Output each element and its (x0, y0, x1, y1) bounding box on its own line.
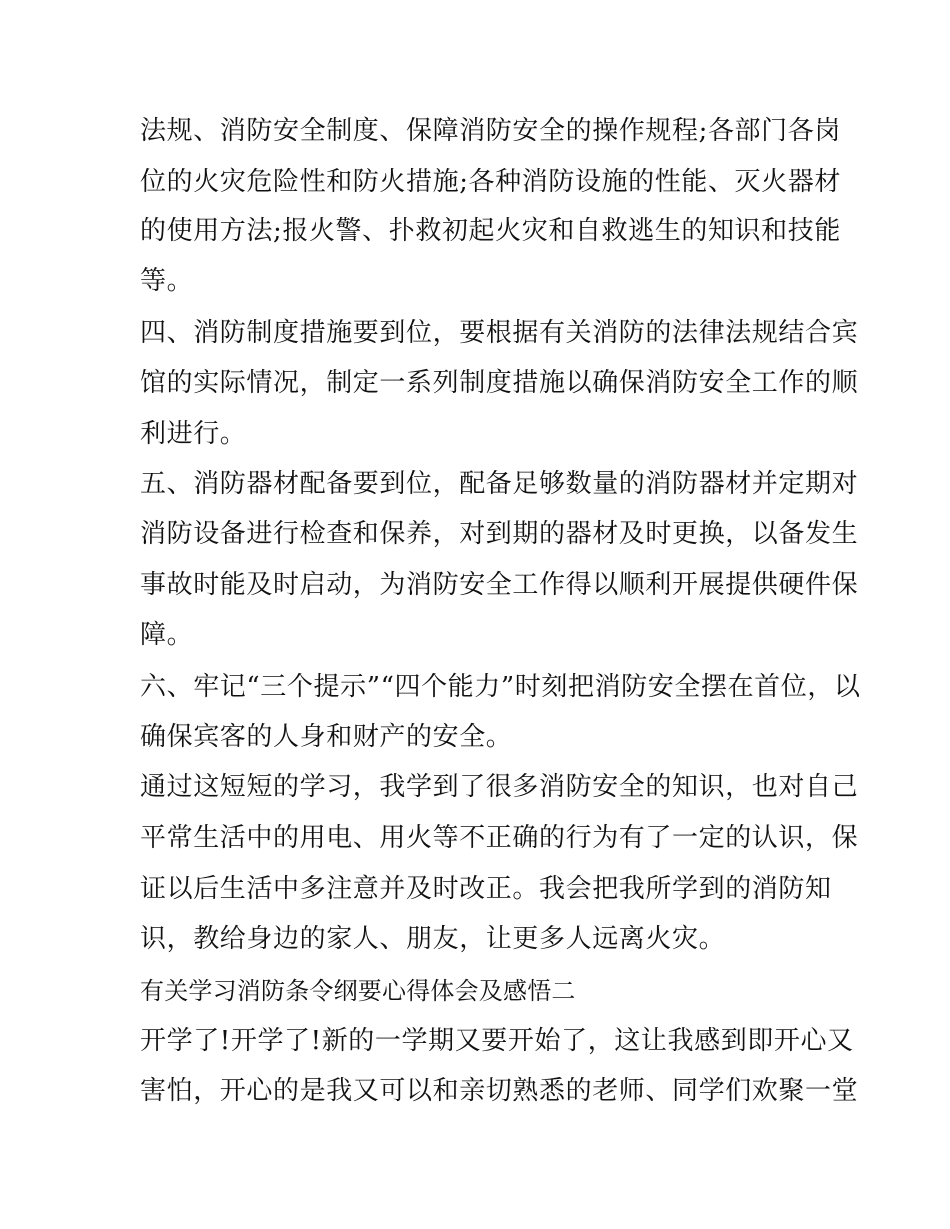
paragraph-line: 障。 (140, 620, 194, 650)
paragraph-line: 识，教给身边的家人、朋友，让更多人远离火灾。 (140, 924, 726, 954)
paragraph-line: 通过这短短的学习，我学到了很多消防安全的知识，也对自己 (140, 772, 859, 802)
paragraph-line: 位的火灾危险性和防火措施;各种消防设施的性能、灭火器材 (140, 167, 841, 197)
paragraph-line: 害怕，开心的是我又可以和亲切熟悉的老师、同学们欢聚一堂 (140, 1076, 859, 1106)
paragraph-line: 的使用方法;报火警、扑救初起火灾和自救逃生的知识和技能 (140, 216, 841, 246)
paragraph-line: 开学了!开学了!新的一学期又要开始了，这让我感到即开心又 (140, 1026, 854, 1056)
paragraph-line: 五、消防器材配备要到位，配备足够数量的消防器材并定期对 (140, 469, 859, 499)
paragraph-line: 等。 (140, 266, 194, 296)
paragraph-line: 法规、消防安全制度、保障消防安全的操作规程;各部门各岗 (140, 116, 841, 146)
paragraph-line: 平常生活中的用电、用火等不正确的行为有了一定的认识，保 (140, 823, 859, 853)
paragraph-line: 馆的实际情况，制定一系列制度措施以确保消防安全工作的顺 (140, 368, 859, 398)
paragraph-line: 四、消防制度措施要到位，要根据有关消防的法律法规结合宾 (140, 318, 859, 348)
paragraph-line: 证以后生活中多注意并及时改正。我会把我所学到的消防知 (140, 874, 832, 904)
paragraph-line: 事故时能及时启动，为消防安全工作得以顺利开展提供硬件保 (140, 570, 859, 600)
paragraph-line: 六、牢记“三个提示”“四个能力”时刻把消防安全摆在首位，以 (140, 672, 861, 702)
paragraph-line: 确保宾客的人身和财产的安全。 (140, 722, 513, 752)
paragraph-line: 消防设备进行检查和保养，对到期的器材及时更换，以备发生 (140, 519, 859, 549)
section-heading: 有关学习消防条令纲要心得体会及感悟二 (140, 977, 576, 1005)
paragraph-line: 利进行。 (140, 419, 247, 449)
